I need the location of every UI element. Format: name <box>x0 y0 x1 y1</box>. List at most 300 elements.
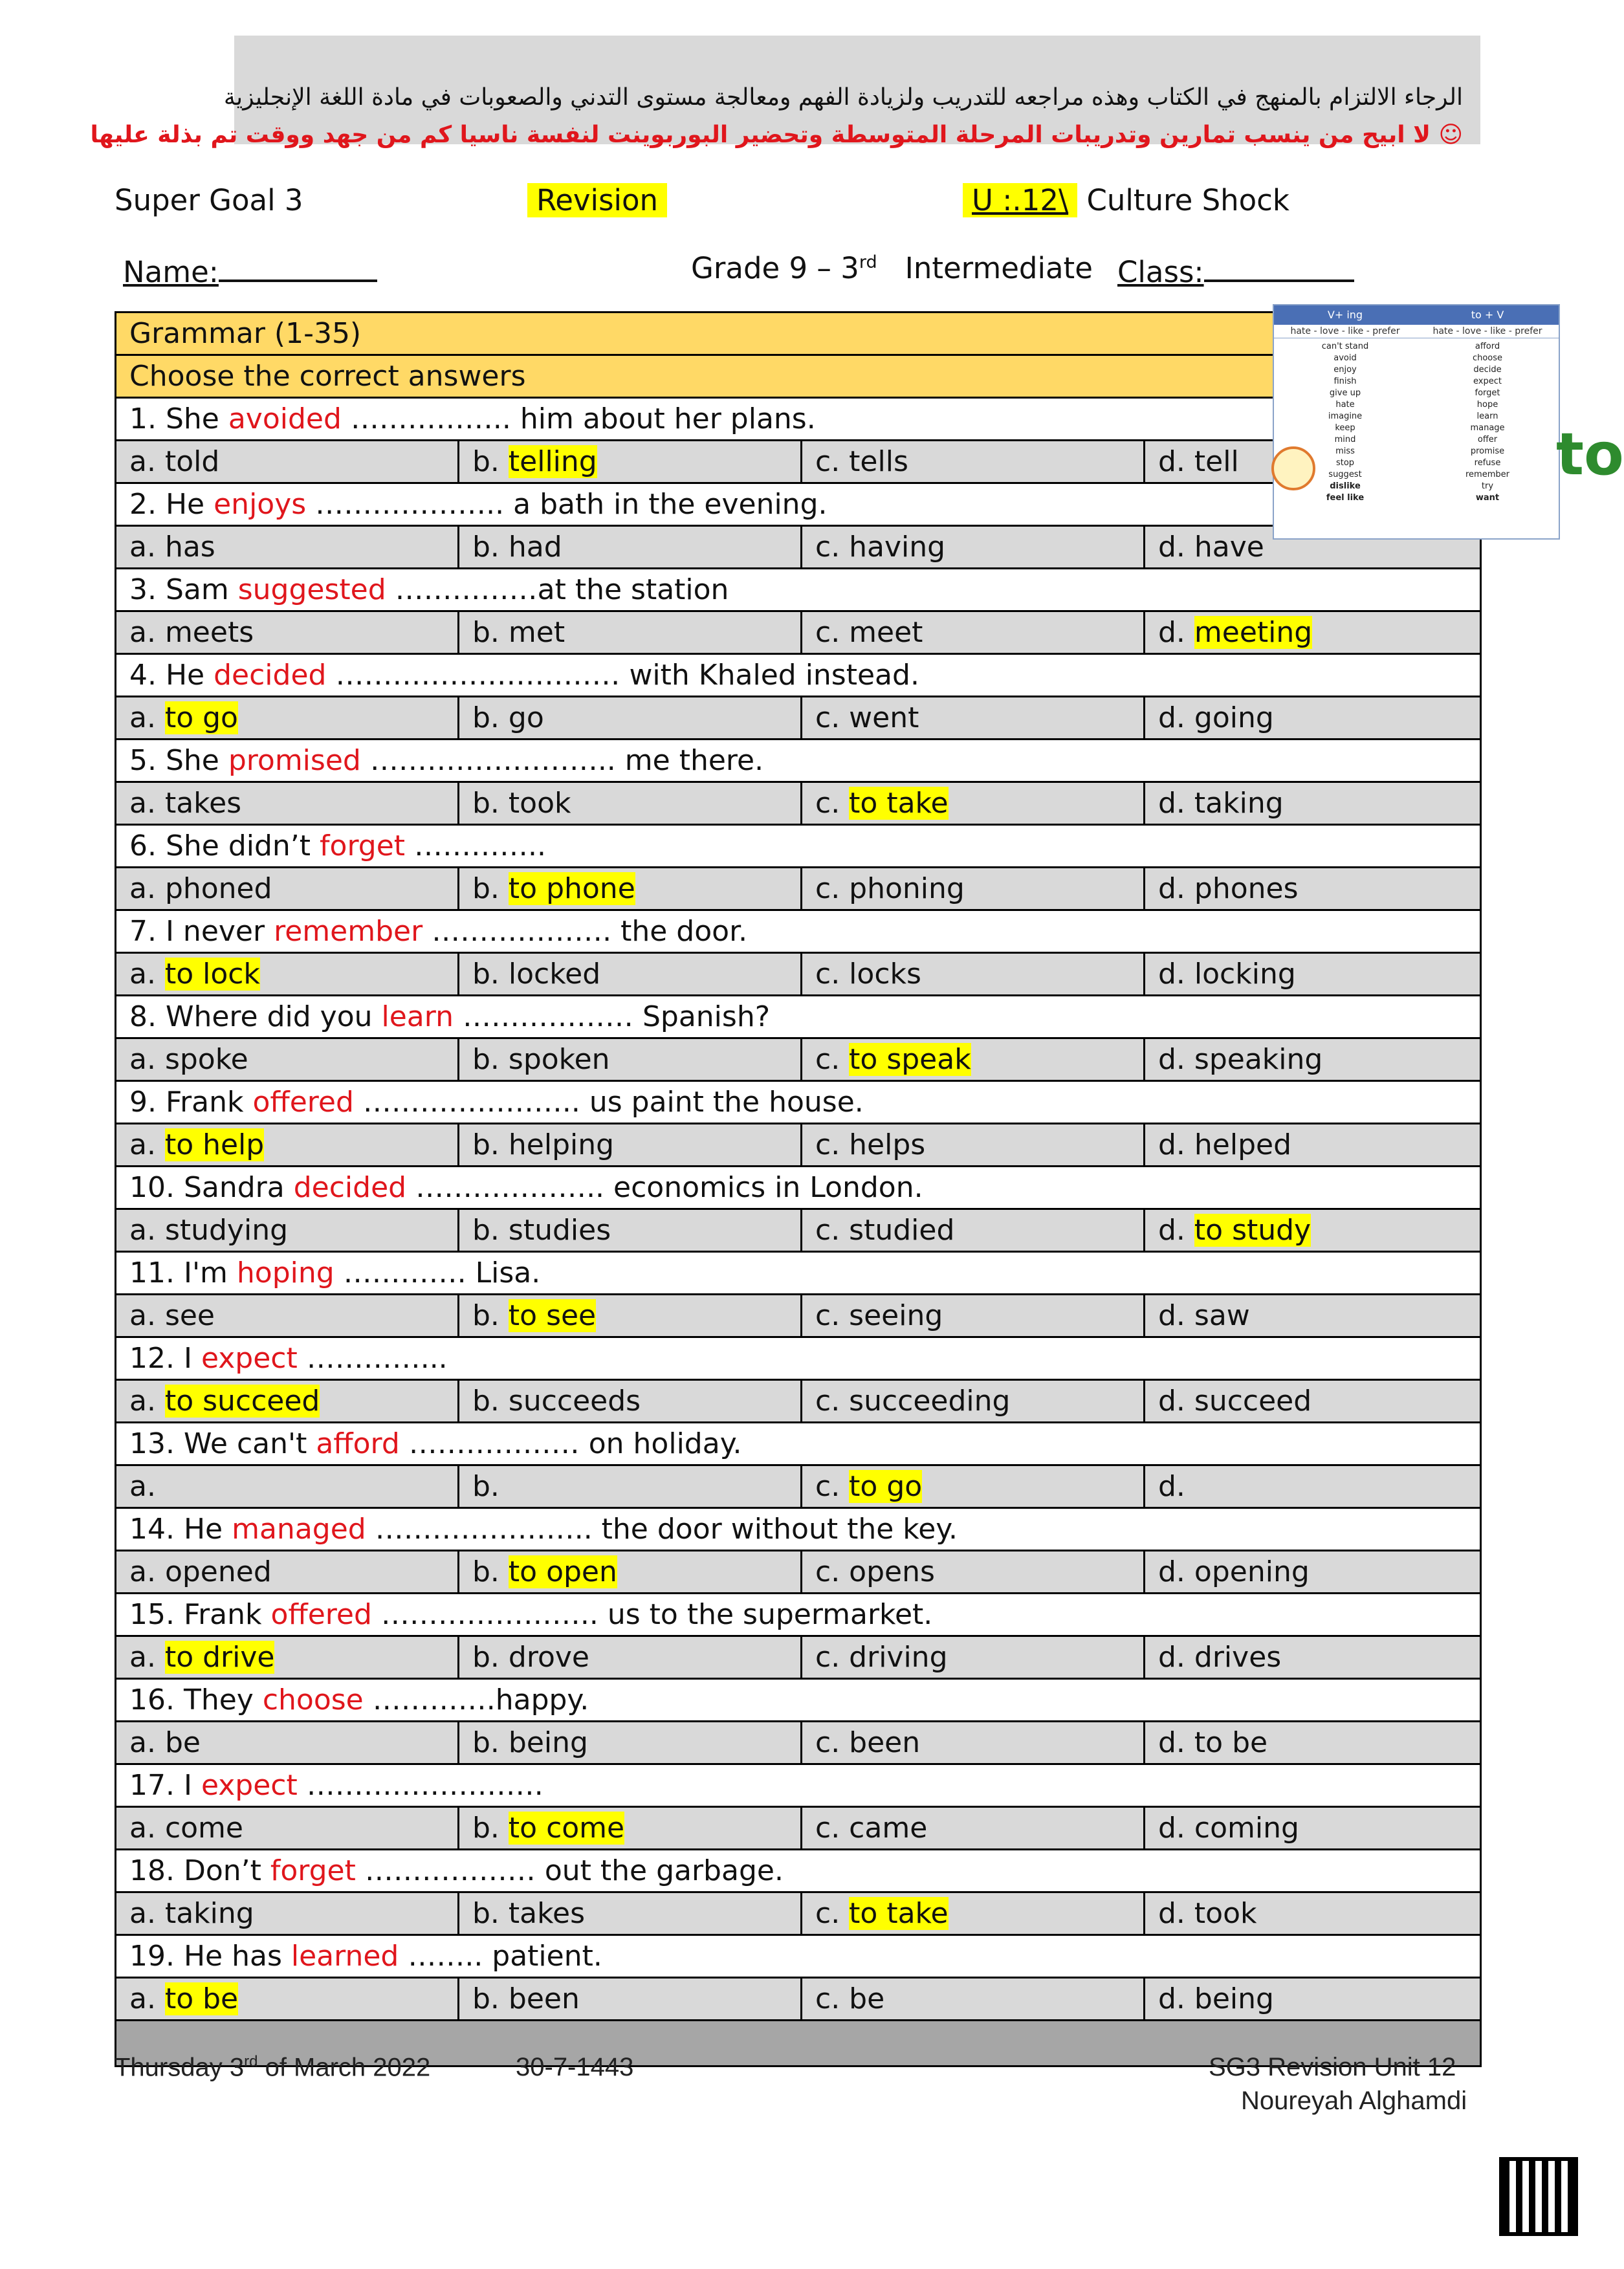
question-blank-text: …………………….. me there. <box>360 744 764 777</box>
option-text: being <box>508 1726 588 1759</box>
verb-item: hate <box>1335 400 1355 410</box>
option-c[interactable] <box>802 1380 1145 1423</box>
name-label: Name: <box>123 255 219 289</box>
option-text: locking <box>1194 958 1296 991</box>
verb-item: learn <box>1476 411 1498 421</box>
option-letter: b. <box>472 958 509 991</box>
option-text: went <box>849 701 919 734</box>
option-letter: d. <box>1158 616 1194 649</box>
verb-pattern-card <box>1273 304 1560 540</box>
question-keyword: avoided <box>228 402 342 435</box>
grade-label: Grade 9 – 3 <box>691 251 859 285</box>
option-b[interactable] <box>459 1978 802 2021</box>
question-keyword: expect <box>201 1769 298 1802</box>
footer-date-day: Thursday 3 <box>115 2053 245 2082</box>
option-letter: d. <box>1158 445 1194 478</box>
options-row <box>116 1295 1481 1337</box>
class-label: Class: <box>1117 255 1204 289</box>
option-letter: c. <box>815 701 850 734</box>
option-d[interactable] <box>1145 1722 1481 1764</box>
verb-item: decide <box>1473 365 1502 375</box>
question-stem: 2. He <box>129 488 214 521</box>
question-stem: 18. Don’t <box>129 1854 270 1887</box>
question-keyword: suggested <box>237 573 386 606</box>
question-stem: 11. I'm <box>129 1256 237 1289</box>
option-letter: b. <box>472 1641 509 1674</box>
options-row <box>116 1551 1481 1594</box>
option-letter: b. <box>472 1726 509 1759</box>
option-c[interactable] <box>802 1807 1145 1850</box>
question-keyword: offered <box>270 1598 372 1631</box>
ing-column-sub: hate - love - like - prefer <box>1274 325 1416 338</box>
option-text: seeing <box>849 1299 943 1332</box>
option-letter: b. <box>472 1299 509 1332</box>
option-c[interactable] <box>802 526 1145 569</box>
question-blank-text: ……………….. economics in London. <box>406 1171 923 1204</box>
option-b[interactable] <box>459 1892 802 1935</box>
option-letter: b. <box>472 531 509 564</box>
question-text <box>116 996 1481 1038</box>
option-b[interactable] <box>459 1465 802 1508</box>
option-a[interactable] <box>116 1465 459 1508</box>
name-blank[interactable] <box>219 251 377 282</box>
option-b[interactable] <box>459 1551 802 1594</box>
question-stem: 17. I <box>129 1769 201 1802</box>
option-b[interactable] <box>459 1124 802 1167</box>
question-text <box>116 1594 1481 1636</box>
question-keyword: decided <box>214 659 327 692</box>
option-b[interactable] <box>459 1295 802 1337</box>
question-blank-text: ………………….. us paint the house. <box>353 1086 864 1119</box>
option-letter: a. <box>129 701 165 734</box>
option-letter: d. <box>1158 1555 1194 1588</box>
options-row <box>116 953 1481 996</box>
question-blank-text: ………………….. us to the supermarket. <box>371 1598 933 1631</box>
notice-line-2: ☺ لا ابيح من ينسب تمارين وتدريبات المرحلة المتوسطة وتحضير البوربوينت لنفسة ناسيا كم من جهد ووقت تم بذلة عليها <box>90 122 1463 148</box>
option-b[interactable] <box>459 697 802 740</box>
question-blank-text: ………………………… with Khaled instead. <box>326 659 919 692</box>
option-a[interactable] <box>116 1807 459 1850</box>
option-d[interactable] <box>1145 1380 1481 1423</box>
option-c[interactable] <box>802 611 1145 654</box>
option-letter: c. <box>815 531 850 564</box>
option-d[interactable] <box>1145 1295 1481 1337</box>
option-c[interactable] <box>802 1295 1145 1337</box>
option-text: succeeding <box>849 1385 1011 1418</box>
option-letter: b. <box>472 787 509 820</box>
option-text: spoke <box>164 1043 248 1076</box>
question-keyword: learned <box>291 1940 399 1973</box>
option-letter: a. <box>129 1299 165 1332</box>
option-letter: b. <box>472 1214 509 1247</box>
option-b[interactable] <box>459 953 802 996</box>
verb-item: enjoy <box>1333 365 1357 375</box>
option-c[interactable] <box>802 1038 1145 1081</box>
option-d[interactable] <box>1145 697 1481 740</box>
question-row <box>116 1594 1481 1636</box>
question-text <box>116 740 1481 782</box>
option-b[interactable] <box>459 1380 802 1423</box>
option-c[interactable] <box>802 1551 1145 1594</box>
question-keyword: forget <box>270 1854 356 1887</box>
option-letter: c. <box>815 1470 850 1503</box>
option-text: succeed <box>1194 1385 1312 1418</box>
options-row <box>116 1807 1481 1850</box>
options-row <box>116 1978 1481 2021</box>
option-text: drives <box>1194 1641 1282 1674</box>
question-keyword: decided <box>293 1171 407 1204</box>
question-text <box>116 1337 1481 1380</box>
option-a[interactable] <box>116 1892 459 1935</box>
question-text <box>116 1764 1481 1807</box>
option-a[interactable] <box>116 868 459 910</box>
question-row <box>116 740 1481 782</box>
option-c[interactable] <box>802 1892 1145 1935</box>
option-a[interactable] <box>116 1038 459 1081</box>
question-text <box>116 1081 1481 1124</box>
option-b[interactable] <box>459 782 802 825</box>
option-b[interactable] <box>459 1807 802 1850</box>
question-text <box>116 654 1481 697</box>
class-blank[interactable] <box>1204 251 1354 282</box>
question-text <box>116 1850 1481 1892</box>
verb-item: mind <box>1334 435 1356 444</box>
question-blank-text: ……………….. a bath in the evening. <box>306 488 828 521</box>
option-text: telling <box>508 445 597 478</box>
worksheet-type: Revision <box>527 183 667 217</box>
option-letter: a. <box>129 1812 165 1845</box>
verb-item: feel like <box>1326 493 1365 503</box>
question-row <box>116 569 1481 611</box>
option-letter: a. <box>129 1385 165 1418</box>
option-c[interactable] <box>802 697 1145 740</box>
verb-item: afford <box>1475 342 1500 351</box>
option-d[interactable] <box>1145 1551 1481 1594</box>
option-letter: a. <box>129 1555 165 1588</box>
option-d[interactable] <box>1145 1636 1481 1679</box>
question-text <box>116 1167 1481 1209</box>
option-text: going <box>1194 701 1274 734</box>
option-letter: a. <box>129 787 165 820</box>
option-text: meets <box>164 616 254 649</box>
option-c[interactable] <box>802 1636 1145 1679</box>
qr-code <box>1503 2161 1574 2232</box>
option-a[interactable] <box>116 1380 459 1423</box>
question-keyword: remember <box>274 915 423 948</box>
option-letter: b. <box>472 616 509 649</box>
question-keyword: choose <box>262 1683 364 1716</box>
option-text: succeeds <box>508 1385 641 1418</box>
option-letter: d. <box>1158 1897 1194 1930</box>
option-letter: b. <box>472 1128 509 1161</box>
option-text: to drive <box>164 1641 275 1674</box>
question-blank-text: ………….happy. <box>363 1683 589 1716</box>
option-letter: b. <box>472 1982 509 2015</box>
question-stem: 6. She didn’t <box>129 829 320 862</box>
option-a[interactable] <box>116 782 459 825</box>
options-row <box>116 1636 1481 1679</box>
option-d[interactable] <box>1145 1038 1481 1081</box>
option-letter: a. <box>129 958 165 991</box>
options-row <box>116 697 1481 740</box>
option-letter: a. <box>129 445 165 478</box>
option-a[interactable] <box>116 1295 459 1337</box>
options-row <box>116 1465 1481 1508</box>
option-text: spoken <box>508 1043 610 1076</box>
option-letter: d. <box>1158 1043 1194 1076</box>
question-blank-text: …………. Lisa. <box>334 1256 541 1289</box>
option-text: helps <box>849 1128 926 1161</box>
option-b[interactable] <box>459 1209 802 1252</box>
question-blank-text: ……………at the station <box>386 573 729 606</box>
question-stem: 12. I <box>129 1342 201 1375</box>
options-row <box>116 1722 1481 1764</box>
option-a[interactable] <box>116 953 459 996</box>
option-letter: c. <box>815 1641 850 1674</box>
name-field[interactable] <box>123 251 377 289</box>
question-row <box>116 654 1481 697</box>
option-a[interactable] <box>116 526 459 569</box>
option-c[interactable] <box>802 441 1145 483</box>
option-letter: c. <box>815 872 850 905</box>
question-row <box>116 1508 1481 1551</box>
verb-item: offer <box>1477 435 1498 444</box>
footer-date-rest: of March 2022 <box>258 2053 431 2082</box>
unit-number: U :.12\ <box>963 183 1077 217</box>
options-row <box>116 782 1481 825</box>
option-text: locked <box>508 958 601 991</box>
question-blank-text: ……………… out the garbage. <box>355 1854 784 1887</box>
option-d[interactable] <box>1145 1892 1481 1935</box>
option-letter: c. <box>815 1128 850 1161</box>
option-c[interactable] <box>802 1209 1145 1252</box>
option-text: tells <box>849 445 908 478</box>
verb-item: miss <box>1335 446 1355 456</box>
option-text: to take <box>849 1897 949 1930</box>
option-text: opened <box>164 1555 272 1588</box>
verb-item: can't stand <box>1321 342 1369 351</box>
option-letter: c. <box>815 1043 850 1076</box>
option-a[interactable] <box>116 1978 459 2021</box>
verb-item: want <box>1475 493 1500 503</box>
question-keyword: managed <box>232 1513 366 1546</box>
option-c[interactable] <box>802 868 1145 910</box>
option-text: to come <box>508 1812 625 1845</box>
option-text: told <box>164 445 220 478</box>
class-field[interactable] <box>1117 251 1354 289</box>
option-letter: a. <box>129 1641 165 1674</box>
option-text: speaking <box>1194 1043 1323 1076</box>
option-letter: c. <box>815 1555 850 1588</box>
option-c[interactable] <box>802 782 1145 825</box>
unit-heading <box>963 183 1289 217</box>
footer-author: Noureyah Alghamdi <box>1241 2087 1467 2115</box>
option-b[interactable] <box>459 1722 802 1764</box>
option-d[interactable] <box>1145 1807 1481 1850</box>
question-stem: 19. He has <box>129 1940 291 1973</box>
question-row <box>116 1167 1481 1209</box>
option-c[interactable] <box>802 1978 1145 2021</box>
option-text: driving <box>849 1641 948 1674</box>
grade-suffix: rd <box>859 252 877 272</box>
option-d[interactable] <box>1145 868 1481 910</box>
option-letter: a. <box>129 1726 165 1759</box>
option-letter: d. <box>1158 1214 1194 1247</box>
option-letter: a. <box>129 872 165 905</box>
option-letter: b. <box>472 701 509 734</box>
option-letter: d. <box>1158 1641 1194 1674</box>
option-text: be <box>164 1726 201 1759</box>
option-text: coming <box>1194 1812 1299 1845</box>
question-stem: 9. Frank <box>129 1086 253 1119</box>
option-c[interactable] <box>802 1722 1145 1764</box>
option-letter: d. <box>1158 1812 1194 1845</box>
option-text: meet <box>849 616 923 649</box>
to-clipart-text: to <box>1556 421 1624 488</box>
option-a[interactable] <box>116 1722 459 1764</box>
question-stem: 10. Sandra <box>129 1171 294 1204</box>
option-c[interactable] <box>802 1465 1145 1508</box>
option-text: to succeed <box>164 1385 320 1418</box>
option-d[interactable] <box>1145 953 1481 996</box>
option-text: met <box>508 616 565 649</box>
option-b[interactable] <box>459 441 802 483</box>
question-keyword: forget <box>320 829 406 862</box>
verb-item: try <box>1481 481 1494 491</box>
question-stem: 16. They <box>129 1683 263 1716</box>
verb-item: expect <box>1473 377 1502 386</box>
question-row <box>116 825 1481 868</box>
option-text: to speak <box>849 1043 971 1076</box>
option-text: to open <box>508 1555 617 1588</box>
option-c[interactable] <box>802 953 1145 996</box>
question-blank-text: …………... <box>297 1342 448 1375</box>
option-a[interactable] <box>116 1209 459 1252</box>
option-c[interactable] <box>802 1124 1145 1167</box>
option-a[interactable] <box>116 1124 459 1167</box>
question-text <box>116 825 1481 868</box>
question-blank-text: ……………… on holiday. <box>399 1427 742 1460</box>
option-text: been <box>508 1982 580 2015</box>
option-text: locks <box>849 958 921 991</box>
option-letter: b. <box>472 1043 509 1076</box>
option-text: to be <box>164 1982 239 2015</box>
question-keyword: enjoys <box>214 488 307 521</box>
option-letter: c. <box>815 445 850 478</box>
question-row <box>116 1081 1481 1124</box>
option-a[interactable] <box>116 611 459 654</box>
option-text: being <box>1194 1982 1274 2015</box>
question-blank-text: ………………….. the door without the key. <box>366 1513 958 1546</box>
question-stem: 1. She <box>129 402 228 435</box>
option-letter: d. <box>1158 958 1194 991</box>
option-a[interactable] <box>116 441 459 483</box>
question-row <box>116 910 1481 953</box>
option-text: took <box>1194 1897 1257 1930</box>
option-letter: c. <box>815 1385 850 1418</box>
question-stem: 7. I never <box>129 915 274 948</box>
option-letter: b. <box>472 1385 509 1418</box>
question-blank-text: …………….. him about her plans. <box>341 402 816 435</box>
option-text: to be <box>1194 1726 1268 1759</box>
option-d[interactable] <box>1145 1978 1481 2021</box>
option-b[interactable] <box>459 1636 802 1679</box>
question-keyword: offered <box>252 1086 354 1119</box>
notice-line-1: الرجاء الالتزام بالمنهج في الكتاب وهذه مراجعه للتدريب ولزيادة الفهم ومعالجة مستوى التدني والصعوبات في مادة اللغة الإنجليزية <box>223 84 1463 111</box>
option-letter: a. <box>129 1897 165 1930</box>
section-instruction: Choose the correct answers <box>116 355 1481 398</box>
verb-item: stop <box>1335 458 1355 468</box>
question-stem: 8. Where did you <box>129 1000 382 1033</box>
option-d[interactable] <box>1145 1124 1481 1167</box>
question-text <box>116 1423 1481 1465</box>
question-text <box>116 910 1481 953</box>
option-a[interactable] <box>116 697 459 740</box>
option-text: taking <box>164 1897 254 1930</box>
verb-item: forget <box>1475 388 1500 398</box>
verb-item: give up <box>1329 388 1361 398</box>
option-b[interactable] <box>459 611 802 654</box>
footer-reference: SG3 Revision Unit 12 <box>1209 2053 1456 2081</box>
option-text: studies <box>508 1214 611 1247</box>
option-b[interactable] <box>459 526 802 569</box>
verb-item: keep <box>1335 423 1355 433</box>
option-letter: c. <box>815 616 850 649</box>
option-letter: b. <box>472 1897 509 1930</box>
to-column-title: to + V <box>1416 305 1559 325</box>
option-b[interactable] <box>459 868 802 910</box>
to-column-sub: hate - love - like - prefer <box>1416 325 1559 338</box>
option-text: to phone <box>508 872 635 905</box>
option-text: to go <box>164 701 238 734</box>
question-blank-text: ……………… Spanish? <box>453 1000 771 1033</box>
verb-item: imagine <box>1328 411 1363 421</box>
option-text: came <box>849 1812 928 1845</box>
question-keyword: hoping <box>236 1256 335 1289</box>
option-letter: d. <box>1158 872 1194 905</box>
options-row <box>116 1038 1481 1081</box>
option-letter: a. <box>129 531 165 564</box>
option-letter: c. <box>815 1214 850 1247</box>
option-d[interactable] <box>1145 1209 1481 1252</box>
option-text: phoning <box>849 872 965 905</box>
question-keyword: learn <box>381 1000 454 1033</box>
question-text <box>116 1508 1481 1551</box>
verb-item: remember <box>1465 470 1509 479</box>
option-d[interactable] <box>1145 1465 1481 1508</box>
question-row <box>116 1423 1481 1465</box>
option-letter: d. <box>1158 701 1194 734</box>
option-text: opens <box>849 1555 935 1588</box>
option-a[interactable] <box>116 1636 459 1679</box>
option-text: meeting <box>1194 616 1313 649</box>
option-letter: d. <box>1158 1385 1194 1418</box>
option-letter: a. <box>129 1043 165 1076</box>
option-text: to lock <box>164 958 260 991</box>
option-letter: d. <box>1158 787 1194 820</box>
option-a[interactable] <box>116 1551 459 1594</box>
grammar-table <box>115 311 1482 2067</box>
option-text: to study <box>1194 1214 1311 1247</box>
option-d[interactable] <box>1145 782 1481 825</box>
option-text: phones <box>1194 872 1299 905</box>
option-text: see <box>164 1299 215 1332</box>
question-row <box>116 1935 1481 1978</box>
option-b[interactable] <box>459 1038 802 1081</box>
options-row <box>116 868 1481 910</box>
option-d[interactable] <box>1145 611 1481 654</box>
verb-item: dislike <box>1330 481 1361 491</box>
